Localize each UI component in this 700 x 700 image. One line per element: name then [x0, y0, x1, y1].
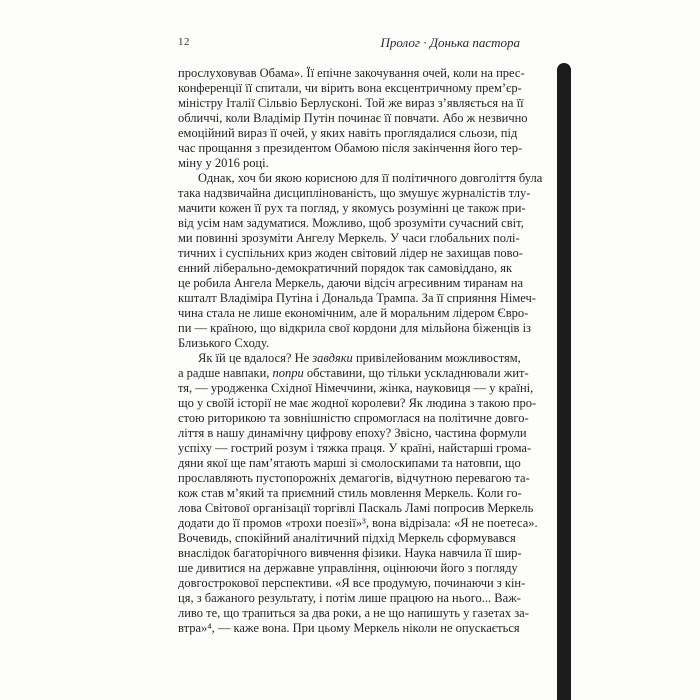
text-line: міну у 2016 році. [178, 156, 269, 170]
text-line: стою риторикою та зовнішністю спромоглася на політичне довго- [178, 411, 529, 425]
text-line: від усім нам задуматися. Можливо, щоб зрозуміти сучасний світ, [178, 216, 524, 230]
text-line: дяни якої ще пам’ятають марші зі смолоскипами та натовпи, що [178, 456, 521, 470]
text-line: ше дивитися на державне управління, оцінюючи його з погляду [178, 561, 518, 575]
page-number: 12 [178, 36, 190, 48]
text-line: тичних і суспільних криз жоден світовий лідер не захищав пово- [178, 246, 523, 260]
text-line: а радше навпаки, попри обставини, що тільки ускладнювали жит- [178, 366, 529, 380]
text-line: внаслідок багаторічного вивчення фізики. Наука навчила її шир- [178, 546, 522, 560]
text-line: мачити кожен її рух та погляд, у якомусь розумінні це також при- [178, 201, 526, 215]
text-line: лова Світової організації торгівлі Паскаль Ламі попросив Меркель [178, 501, 534, 515]
running-header-title: Пролог · Донька пастора [380, 35, 520, 50]
text-line: ліття в нашу динамічну цифрову епоху? Звісно, частина формули [178, 426, 527, 440]
text-line: прославляють пустопорожніх демагогів, відчутною перевагою та- [178, 471, 530, 485]
text-line: міністру Італії Сільвіо Берлусконі. Той же вираз з’являється на її [178, 96, 524, 110]
text-line: чина стала не лише економічним, але й моральним лідером Євро- [178, 306, 529, 320]
text-line: успіху — гострий розум і тяжка праця. У країні, найстарші грома- [178, 441, 532, 455]
text-line: пи — країною, що відкрила свої кордони для мільйона біженців із [178, 321, 531, 335]
text-line: Однак, хоч би якою корисною для її політичного довголіття була [198, 171, 543, 185]
text-line: довгострокової перспективи. «Я все продумую, починаючи з кін- [178, 576, 526, 590]
text-line: емоційний вираз її очей, у яких навіть проглядалися сльози, під [178, 126, 518, 140]
text-line: Близького Сходу. [178, 336, 269, 350]
text-line: це робила Ангела Меркель, даючи відсіч агресивним тиранам на [178, 276, 524, 290]
text-line: Як їй це вдалося? Не завдяки привілейованим можливостям, [198, 351, 521, 365]
text-line: додати до її промов «трохи поезії»³, вона відрізала: «Я не поетеса». [178, 516, 538, 530]
text-line: ми повинні зрозуміти Ангелу Меркель. У часи глобальних полі- [178, 231, 520, 245]
text-line: що у своїй історії не має жодної королеви? Як людина з такою про- [178, 396, 537, 410]
text-line: кож став м’який та приємний стиль мовлення Меркель. Коли го- [178, 486, 522, 500]
text-line: Вочевидь, спокійний аналітичний підхід Меркель сформувався [178, 531, 516, 545]
text-line: обличчі, коли Владімір Путін починає її повчати. Або ж незвично [178, 111, 528, 125]
text-line: ливо те, що трапиться за два роки, а не що напишуть у газетах за- [178, 606, 529, 620]
text-line: втра»⁴, — каже вона. При цьому Меркель ніколи не опускається [178, 621, 520, 635]
text-line: єнний ліберально-демократичний порядок так самовіддано, як [178, 261, 513, 275]
text-line: конференції її спитали, чи вірить вона ексцентричному прем’єр- [178, 81, 522, 95]
text-line: кшталт Владіміра Путіна і Дональда Трампа. За її сприяння Німеч- [178, 291, 536, 305]
text-line: прослуховував Обама». Її епічне закочування очей, коли на прес- [178, 66, 525, 80]
body-text [178, 66, 542, 636]
text-line: час прощання з президентом Обамою після закінчення його тер- [178, 141, 523, 155]
text-line: така надзвичайна дисциплінованість, що змушує журналістів тлу- [178, 186, 531, 200]
text-line: ця, з бажаного результату, і потім лише працюю на нього... Важ- [178, 591, 521, 605]
text-line: тя, — уродженка Східної Німеччини, жінка, науковиця — у країні, [178, 381, 534, 395]
scrollbar-thumb[interactable] [557, 63, 571, 700]
